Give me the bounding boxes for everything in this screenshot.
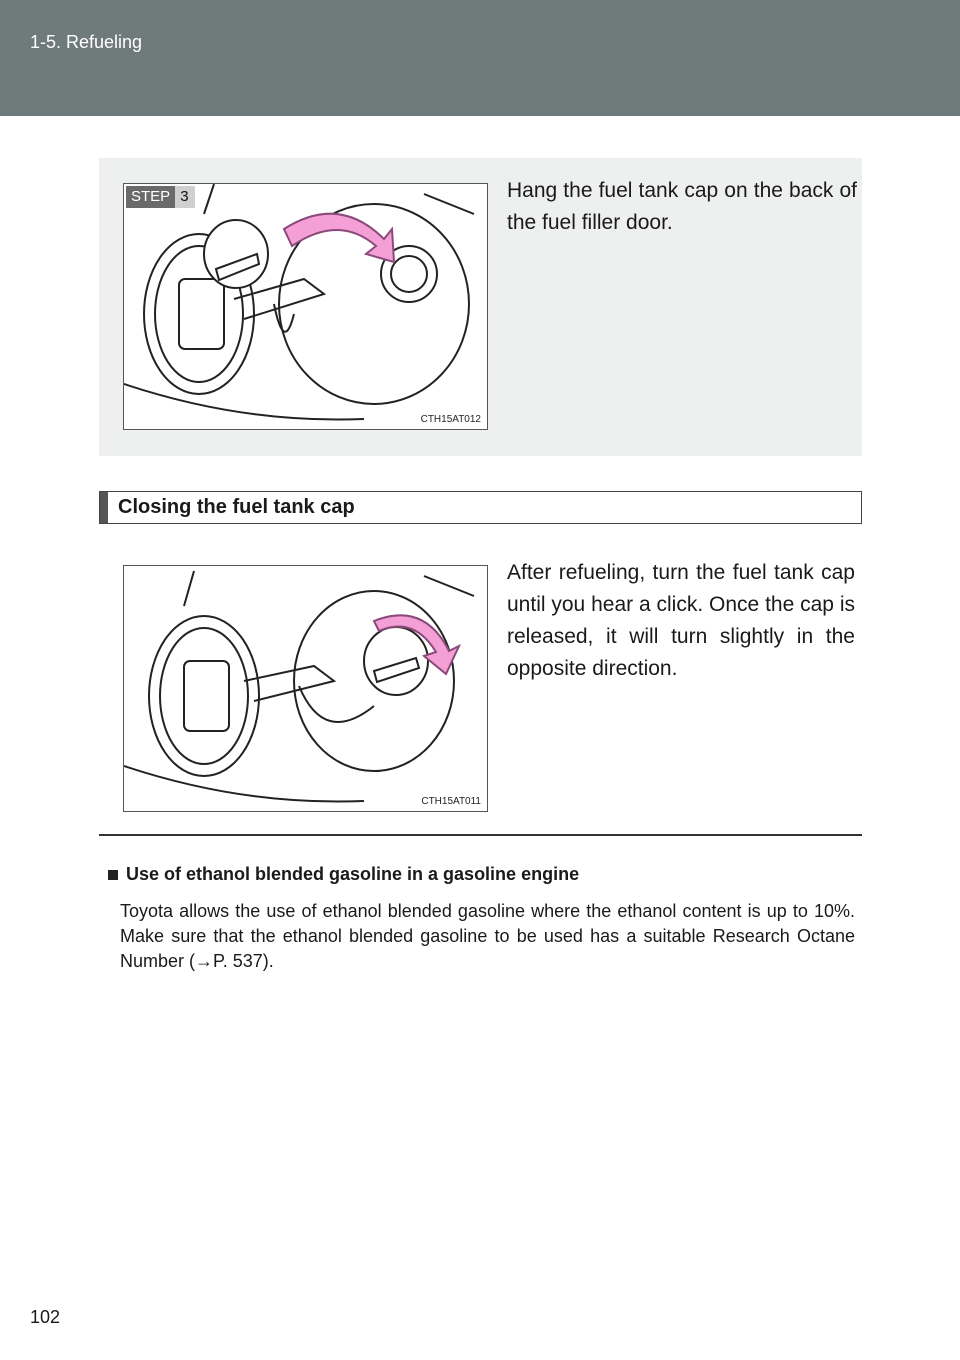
figure-code: CTH15AT012	[420, 414, 481, 425]
step-badge	[126, 186, 195, 208]
closing-text: After refueling, turn the fuel tank cap until you hear a click. Once the cap is released, it will turn slightly in the opposite direction.	[507, 561, 855, 680]
divider	[99, 834, 862, 836]
heading-text: Closing the fuel tank cap	[118, 496, 355, 518]
black-square-icon	[108, 870, 118, 880]
fuel-cap-icon	[364, 627, 428, 695]
step-3-text: Hang the fuel tank cap on the back of the fuel filler door.	[507, 179, 857, 234]
fuel-door-illustration	[124, 184, 487, 429]
note-title	[108, 864, 579, 885]
fuel-cap-icon	[204, 220, 268, 288]
figure-code: CTH15AT011	[421, 796, 481, 807]
step-label: STEP	[126, 186, 175, 208]
step-number: 3	[175, 186, 194, 208]
heading-bar	[100, 492, 108, 523]
figure-close-cap	[123, 565, 488, 812]
page-number: 102	[30, 1307, 61, 1327]
section-heading	[99, 491, 862, 524]
note-body: Toyota allows the use of ethanol blended gasoline where the ethanol content is up to 10%. Make sure that the ethanol blended gasoline to be used has a suitable Research Octane Number (→P. 537).	[120, 901, 855, 971]
section-title: 1-5. Refueling	[30, 32, 143, 52]
fuel-cap-closing-illustration	[124, 566, 487, 811]
curved-arrow-icon	[284, 214, 394, 262]
note-title-text: Use of ethanol blended gasoline in a gasoline engine	[126, 864, 580, 884]
page-header	[0, 0, 960, 116]
figure-hang-cap	[123, 183, 488, 430]
